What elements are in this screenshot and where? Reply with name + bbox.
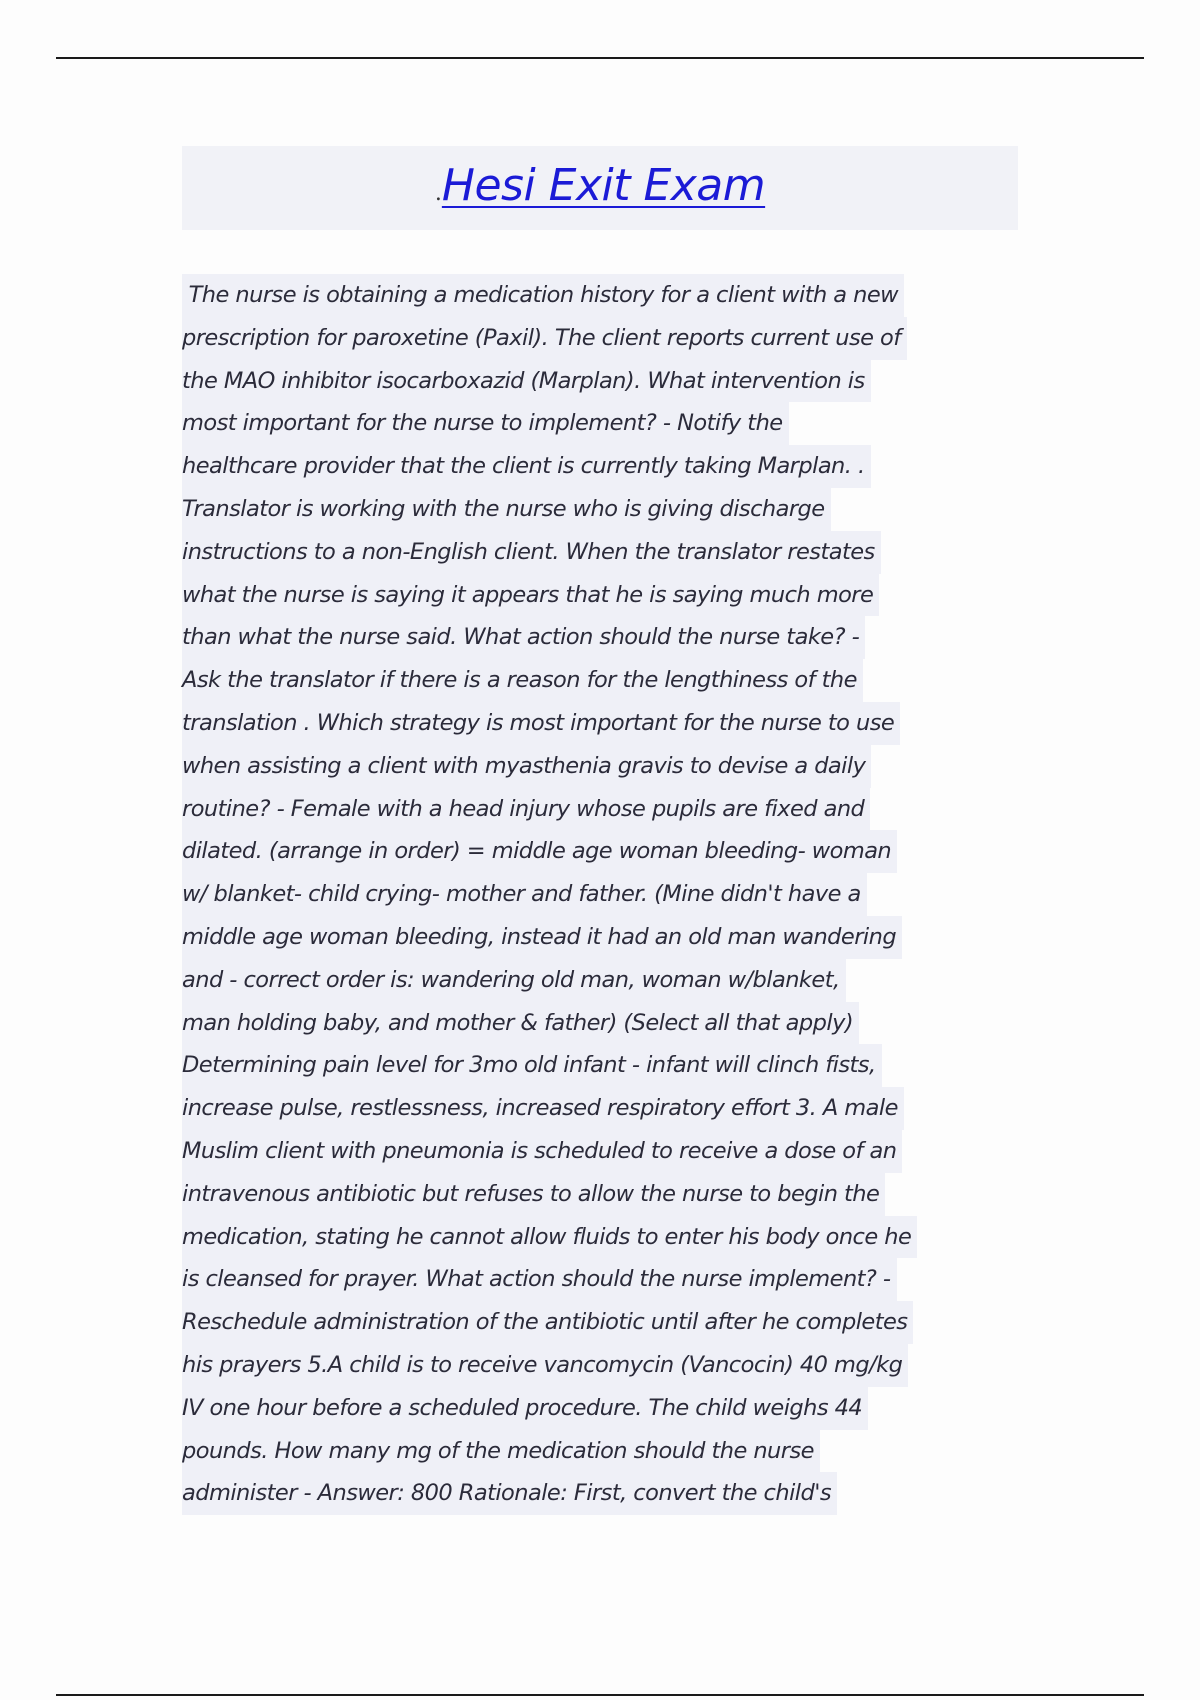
- text-line: translation . Which strategy is most important for the nurse to use: [182, 702, 1018, 745]
- text-line: is cleansed for prayer. What action should the nurse implement? -: [182, 1258, 1018, 1301]
- text-line: medication, stating he cannot allow fluids to enter his body once he: [182, 1216, 1018, 1259]
- text-line: prescription for paroxetine (Paxil). The client reports current use of: [182, 317, 1018, 360]
- text-line: Muslim client with pneumonia is scheduled to receive a dose of an: [182, 1130, 1018, 1173]
- title-prefix: .: [434, 181, 442, 206]
- text-line: most important for the nurse to implement? - Notify the: [182, 402, 1018, 445]
- text-line: than what the nurse said. What action should the nurse take? -: [182, 616, 1018, 659]
- text-line: routine? - Female with a head injury whose pupils are fixed and: [182, 788, 1018, 831]
- text-line: IV one hour before a scheduled procedure. The child weighs 44: [182, 1387, 1018, 1430]
- top-rule: [56, 57, 1144, 59]
- text-line: Determining pain level for 3mo old infant - infant will clinch fists,: [182, 1044, 1018, 1087]
- text-line: pounds. How many mg of the medication should the nurse: [182, 1430, 1018, 1473]
- text-line: middle age woman bleeding, instead it had an old man wandering: [182, 916, 1018, 959]
- text-line: Reschedule administration of the antibiotic until after he completes: [182, 1301, 1018, 1344]
- text-line: healthcare provider that the client is currently taking Marplan. .: [182, 445, 1018, 488]
- text-line: dilated. (arrange in order) = middle age woman bleeding- woman: [182, 830, 1018, 873]
- text-line: when assisting a client with myasthenia gravis to devise a daily: [182, 745, 1018, 788]
- text-line: what the nurse is saying it appears that he is saying much more: [182, 574, 1018, 617]
- text-line: intravenous antibiotic but refuses to allow the nurse to begin the: [182, 1173, 1018, 1216]
- body-text: [182, 274, 1018, 1515]
- text-line: Translator is working with the nurse who is giving discharge: [182, 488, 1018, 531]
- text-line: The nurse is obtaining a medication history for a client with a new: [182, 274, 1018, 317]
- text-line: Ask the translator if there is a reason for the lengthiness of the: [182, 659, 1018, 702]
- text-line: his prayers 5.A child is to receive vancomycin (Vancocin) 40 mg/kg: [182, 1344, 1018, 1387]
- text-line: administer - Answer: 800 Rationale: First, convert the child's: [182, 1472, 1018, 1515]
- text-line: the MAO inhibitor isocarboxazid (Marplan). What intervention is: [182, 360, 1018, 403]
- text-line: w/ blanket- child crying- mother and father. (Mine didn't have a: [182, 873, 1018, 916]
- title-band: [182, 146, 1018, 230]
- text-line: instructions to a non-English client. When the translator restates: [182, 531, 1018, 574]
- text-line: and - correct order is: wandering old man, woman w/blanket,: [182, 959, 1018, 1002]
- text-line: increase pulse, restlessness, increased respiratory effort 3. A male: [182, 1087, 1018, 1130]
- document-title[interactable]: Hesi Exit Exam: [441, 160, 766, 211]
- bottom-rule: [56, 1694, 1144, 1696]
- text-line: man holding baby, and mother & father) (Select all that apply): [182, 1002, 1018, 1045]
